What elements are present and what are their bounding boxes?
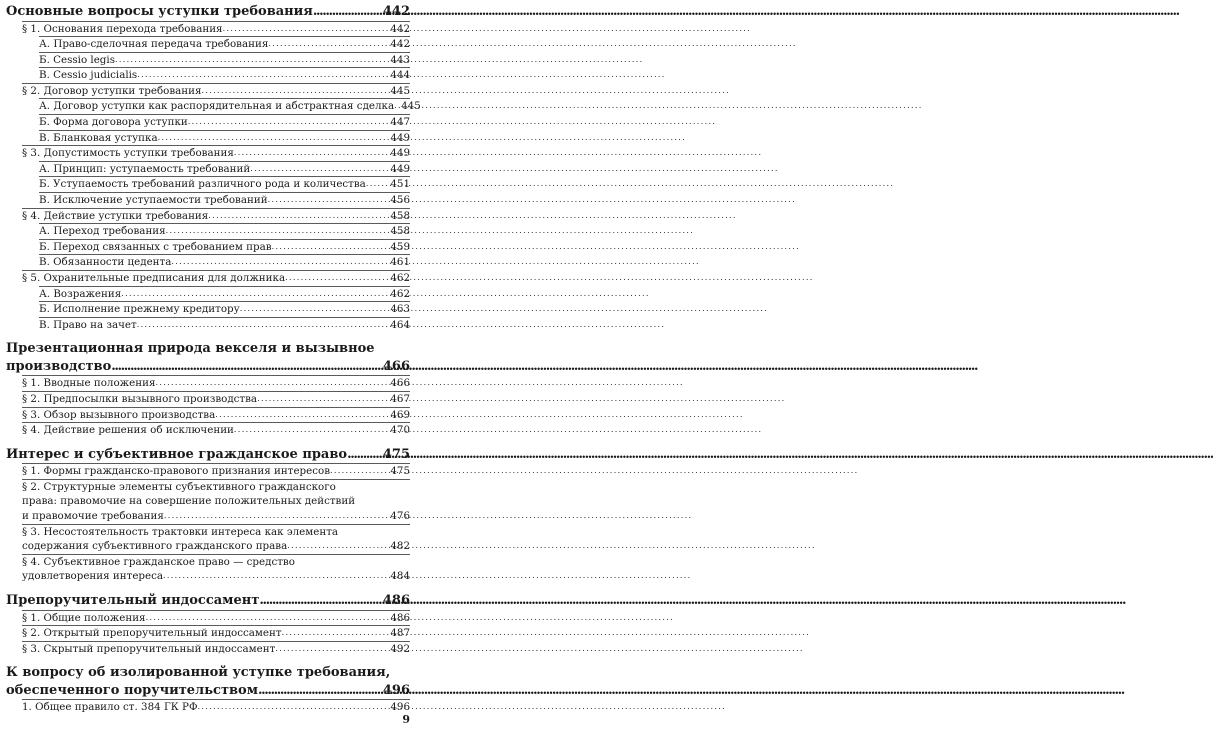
toc-entry-page: 486 (390, 611, 410, 624)
dot-leader (257, 392, 389, 407)
toc-entry-label: удовлетворения интереса (22, 570, 164, 583)
toc-subentry-page: 449 (390, 131, 410, 144)
toc-subentry-label: А. Переход требования (39, 225, 166, 238)
dot-leader (268, 193, 390, 208)
toc-entry (6, 408, 410, 423)
toc-entry (6, 271, 410, 286)
toc-entry-page: 496 (390, 701, 410, 714)
section-title (6, 340, 410, 375)
section-title (6, 446, 410, 464)
toc-subentry (6, 240, 410, 255)
toc-subentry-label: В. Бланковая уступка (39, 131, 158, 144)
toc-subentry-label: В. Право на зачет (39, 318, 137, 331)
toc-entry-label: § 1. Формы гражданско-правового признания интересов (22, 465, 331, 478)
toc-subentry-page: 463 (390, 303, 410, 316)
toc-subentry-page: 462 (390, 287, 410, 300)
dot-leader (275, 642, 389, 657)
dot-leader (259, 592, 382, 610)
toc-subentry-label: В. Cessio judicialis (39, 69, 138, 82)
toc-entry (6, 376, 410, 391)
toc-entry-page: 470 (390, 424, 410, 437)
section-title-page: 475 (382, 446, 410, 462)
toc-subentry (6, 224, 410, 239)
toc-entry-label: § 1. Общие положения (22, 611, 146, 624)
toc-subentry-page: 445 (401, 100, 421, 113)
toc-subentry (6, 193, 410, 208)
dot-leader (121, 287, 389, 302)
toc-entry-label: § 3. Скрытый препоручительный индоссамент (22, 642, 276, 655)
dot-leader (137, 318, 390, 333)
toc-subentry-page: 442 (390, 38, 410, 51)
dot-leader (163, 569, 389, 584)
dot-leader (282, 626, 390, 641)
dot-leader (188, 115, 390, 130)
toc-entry (6, 22, 410, 37)
toc-subentry-page: 459 (390, 240, 410, 253)
toc-entry-label: § 1. Вводные положения (22, 377, 156, 390)
section-title (6, 3, 410, 21)
dot-leader (223, 22, 390, 37)
section-title-label: Основные вопросы уступки требования (6, 4, 313, 19)
toc-subentry (6, 99, 421, 114)
toc-entry (6, 700, 410, 715)
toc-subentry (6, 53, 410, 68)
toc-entry (6, 84, 410, 99)
toc-subentry (6, 162, 410, 177)
dot-leader (234, 423, 389, 438)
toc-entry-label: § 4. Действие решения об исключении (22, 424, 234, 437)
toc-subentry-label: Б. Переход связанных с требованием прав (39, 240, 272, 253)
toc-entry-page: 467 (390, 392, 410, 405)
section-title (6, 664, 410, 699)
dot-leader (146, 611, 390, 626)
toc-entry-page: 492 (390, 642, 410, 655)
toc-subentry (6, 37, 410, 52)
dot-leader (285, 271, 389, 286)
toc-subentry-label: Б. Форма договора уступки (39, 116, 188, 129)
toc-subentry (6, 115, 410, 130)
table-of-contents (6, 3, 421, 715)
dot-leader (115, 53, 389, 68)
section-title-page: 442 (382, 4, 410, 19)
dot-leader (268, 37, 389, 52)
dot-leader (215, 408, 389, 423)
toc-entry-page: 469 (390, 408, 410, 421)
toc-entry-page: 482 (390, 540, 410, 553)
toc-entry-label: и правомочие требования (22, 510, 164, 523)
toc-subentry-page: 449 (390, 162, 410, 175)
toc-entry-label: содержания субъективного гражданского права (22, 540, 288, 553)
toc-subentry-page: 461 (390, 256, 410, 269)
toc-entry (6, 392, 410, 407)
toc-entry-page: 442 (390, 22, 410, 35)
toc-entry-label: § 2. Открытый препоручительный индоссамент (22, 627, 282, 640)
toc-entry (6, 642, 410, 657)
toc-subentry-label: А. Договор уступки как распорядительная и абстрактная сделка (39, 100, 395, 113)
toc-entry-page: 449 (390, 147, 410, 160)
section-title-page: 486 (382, 593, 410, 608)
toc-subentry (6, 287, 410, 302)
dot-leader (347, 446, 382, 464)
dot-leader (158, 131, 390, 146)
dot-leader (166, 224, 390, 239)
toc-entry-page: 466 (390, 377, 410, 390)
dot-leader (208, 209, 389, 224)
dot-leader (250, 162, 389, 177)
dot-leader (137, 68, 389, 83)
toc-entry-page: 487 (390, 627, 410, 640)
toc-entry-label: § 1. Основания перехода требования (22, 22, 223, 35)
section-title-label: производство (6, 358, 112, 374)
toc-subentry-label: В. Исключение уступаемости требований (39, 194, 268, 207)
toc-subentry-page: 458 (390, 225, 410, 238)
toc-subentry-label: Б. Уступаемость требований различного рода и количества (39, 178, 366, 191)
toc-entry-line: права: правомочие на совершение положительных действий (22, 495, 356, 508)
toc-subentry-page: 451 (390, 178, 410, 191)
toc-subentry-label: А. Возражения (39, 287, 122, 300)
toc-subentry (6, 131, 410, 146)
toc-entry-page: 458 (390, 209, 410, 222)
toc-entry-label: § 2. Предпосылки вызывного производства (22, 392, 258, 405)
toc-entry-line: § 4. Субъективное гражданское право — средство (22, 555, 295, 568)
toc-entry (6, 611, 410, 626)
toc-subentry-page: 447 (390, 116, 410, 129)
toc-subentry (6, 318, 410, 333)
toc-entry (6, 480, 410, 524)
toc-subentry-page: 456 (390, 194, 410, 207)
toc-entry (6, 555, 410, 584)
dot-leader (330, 464, 389, 479)
dot-leader (240, 302, 390, 317)
dot-leader (234, 146, 390, 161)
dot-leader (155, 376, 389, 391)
dot-leader (287, 539, 389, 554)
toc-subentry-page: 443 (390, 53, 410, 66)
dot-leader (111, 358, 382, 376)
dot-leader (258, 682, 382, 700)
toc-subentry-label: А. Право-сделочная передача требования (39, 38, 269, 51)
dot-leader (313, 3, 382, 21)
dot-leader (198, 700, 390, 715)
section-title-page: 466 (382, 358, 410, 374)
toc-subentry-page: 464 (390, 318, 410, 331)
page-number: 9 (402, 713, 410, 726)
toc-subentry (6, 68, 410, 83)
dot-leader (272, 240, 390, 255)
toc-entry (6, 209, 410, 224)
toc-entry-line: § 2. Структурные элементы субъективного гражданского (22, 480, 336, 493)
section-title-line: К вопросу об изолированной уступке требования, (6, 665, 391, 681)
toc-subentry-page: 444 (390, 69, 410, 82)
section-title-label: Препоручительный индоссамент (6, 593, 260, 608)
dot-leader (202, 84, 390, 99)
toc-entry-label: § 5. Охранительные предписания для должника (22, 272, 286, 284)
toc-entry-label: § 3. Обзор вызывного производства (22, 408, 216, 421)
section-title-label: обеспеченного поручительством (6, 682, 259, 698)
toc-entry (6, 525, 410, 554)
section-title (6, 592, 410, 610)
toc-entry-page: 476 (390, 510, 410, 523)
toc-entry-label: § 4. Действие уступки требования (22, 209, 209, 222)
toc-subentry (6, 302, 410, 317)
section-title-page: 496 (382, 682, 410, 698)
toc-entry-label: 1. Общее правило ст. 384 ГК РФ (22, 701, 198, 714)
dot-leader (171, 255, 389, 270)
section-title-label: Интерес и субъективное гражданское право (6, 446, 348, 462)
toc-subentry (6, 255, 410, 270)
toc-entry (6, 423, 410, 438)
toc-entry-page: 445 (390, 84, 410, 97)
toc-entry-page: 475 (390, 465, 410, 478)
toc-subentry-label: В. Обязанности цедента (39, 256, 172, 269)
toc-subentry (6, 177, 410, 192)
toc-entry (6, 146, 410, 161)
toc-entry (6, 626, 410, 641)
toc-subentry-label: А. Принцип: уступаемость требований (39, 162, 251, 175)
dot-leader (164, 509, 389, 524)
toc-subentry-label: Б. Cessio legis (39, 53, 115, 66)
toc-entry-page: 462 (390, 272, 410, 284)
toc-entry-line: § 3. Несостоятельность трактовки интереса как элемента (22, 525, 339, 538)
toc-entry (6, 464, 410, 479)
toc-entry-label: § 3. Допустимость уступки требования (22, 147, 234, 160)
toc-entry-label: § 2. Договор уступки требования (22, 84, 202, 97)
toc-subentry-label: Б. Исполнение прежнему кредитору (39, 303, 240, 316)
dot-leader (366, 177, 390, 192)
toc-entry-page: 484 (390, 570, 410, 583)
section-title-line: Презентационная природа векселя и вызывное (6, 341, 375, 357)
